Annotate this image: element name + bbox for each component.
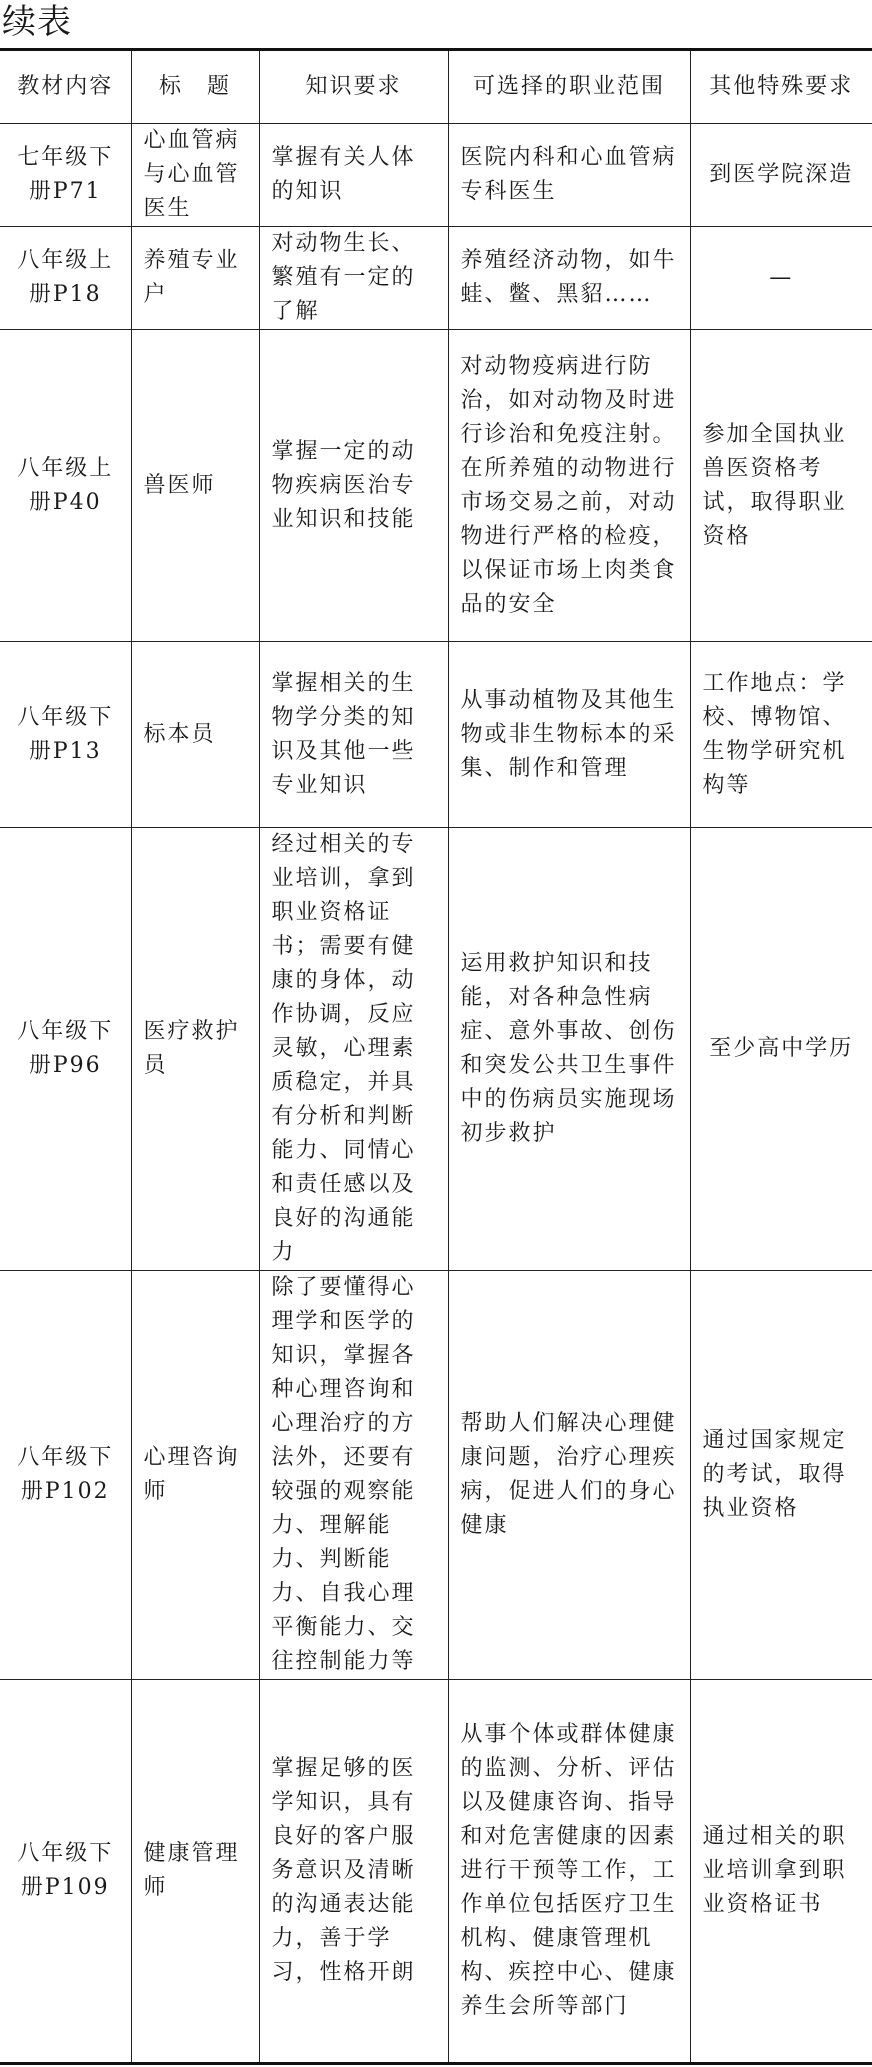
cell-textbook: 八年级下册P109 <box>0 1680 131 2064</box>
cell-textbook: 八年级下册P13 <box>0 642 131 828</box>
table-row <box>0 1680 872 2064</box>
cell-title: 养殖专业户 <box>131 227 259 330</box>
table-header-row <box>0 50 872 124</box>
header-title: 标 题 <box>131 50 259 124</box>
continued-table-caption: 续表 <box>2 2 72 42</box>
header-textbook: 教材内容 <box>0 50 131 124</box>
cell-knowledge: 掌握有关人体的知识 <box>259 124 448 227</box>
cell-other: 到医学院深造 <box>690 124 872 227</box>
cell-textbook: 七年级下册P71 <box>0 124 131 227</box>
cell-textbook: 八年级下册P102 <box>0 1271 131 1680</box>
cell-title: 心血管病与心血管医生 <box>131 124 259 227</box>
cell-other: 通过国家规定的考试，取得执业资格 <box>690 1271 872 1680</box>
table-row <box>0 124 872 227</box>
table-row <box>0 227 872 330</box>
career-table <box>0 48 872 2065</box>
cell-career: 从事动植物及其他生物或非生物标本的采集、制作和管理 <box>448 642 690 828</box>
cell-knowledge: 掌握相关的生物学分类的知识及其他一些专业知识 <box>259 642 448 828</box>
header-career: 可选择的职业范围 <box>448 50 690 124</box>
cell-career: 养殖经济动物，如牛蛙、鳖、黑貂…… <box>448 227 690 330</box>
cell-other: — <box>690 227 872 330</box>
header-knowledge: 知识要求 <box>259 50 448 124</box>
cell-knowledge: 掌握一定的动物疾病医治专业知识和技能 <box>259 330 448 642</box>
cell-other: 参加全国执业兽医资格考试，取得职业资格 <box>690 330 872 642</box>
cell-title: 兽医师 <box>131 330 259 642</box>
cell-title: 医疗救护员 <box>131 828 259 1271</box>
cell-other: 通过相关的职业培训拿到职业资格证书 <box>690 1680 872 2064</box>
cell-textbook: 八年级上册P18 <box>0 227 131 330</box>
cell-textbook: 八年级上册P40 <box>0 330 131 642</box>
cell-career: 从事个体或群体健康的监测、分析、评估以及健康咨询、指导和对危害健康的因素进行干预等工作，工作单位包括医疗卫生机构、健康管理机构、疾控中心、健康养生会所等部门 <box>448 1680 690 2064</box>
cell-knowledge: 除了要懂得心理学和医学的知识，掌握各种心理咨询和心理治疗的方法外，还要有较强的观察能力、理解能力、判断能力、自我心理平衡能力、交往控制能力等 <box>259 1271 448 1680</box>
table-row <box>0 828 872 1271</box>
header-other: 其他特殊要求 <box>690 50 872 124</box>
cell-textbook: 八年级下册P96 <box>0 828 131 1271</box>
cell-career: 医院内科和心血管病专科医生 <box>448 124 690 227</box>
cell-title: 标本员 <box>131 642 259 828</box>
cell-career: 帮助人们解决心理健康问题，治疗心理疾病，促进人们的身心健康 <box>448 1271 690 1680</box>
cell-other: 工作地点：学校、博物馆、生物学研究机构等 <box>690 642 872 828</box>
cell-knowledge: 对动物生长、繁殖有一定的了解 <box>259 227 448 330</box>
cell-other: 至少高中学历 <box>690 828 872 1271</box>
cell-knowledge: 掌握足够的医学知识，具有良好的客户服务意识及清晰的沟通表达能力，善于学习，性格开朗 <box>259 1680 448 2064</box>
cell-career: 运用救护知识和技能，对各种急性病症、意外事故、创伤和突发公共卫生事件中的伤病员实施现场初步救护 <box>448 828 690 1271</box>
cell-knowledge: 经过相关的专业培训，拿到职业资格证书；需要有健康的身体，动作协调，反应灵敏，心理素质稳定，并具有分析和判断能力、同情心和责任感以及良好的沟通能力 <box>259 828 448 1271</box>
cell-career: 对动物疫病进行防治，如对动物及时进行诊治和免疫注射。在所养殖的动物进行市场交易之前，对动物进行严格的检疫，以保证市场上肉类食品的安全 <box>448 330 690 642</box>
cell-title: 健康管理师 <box>131 1680 259 2064</box>
table-row <box>0 642 872 828</box>
table-row <box>0 1271 872 1680</box>
cell-title: 心理咨询师 <box>131 1271 259 1680</box>
table-row <box>0 330 872 642</box>
